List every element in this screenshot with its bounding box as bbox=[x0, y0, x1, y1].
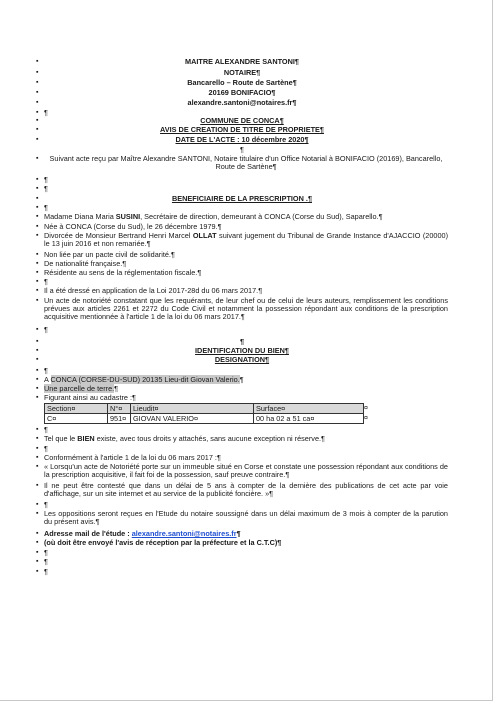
empty-paragraph bbox=[44, 558, 448, 566]
table-header-cell: Surface¤ bbox=[254, 404, 364, 414]
bullet-marker bbox=[36, 213, 42, 221]
bullet-marker bbox=[36, 539, 42, 547]
empty-paragraph bbox=[44, 278, 448, 286]
bullet-marker bbox=[36, 232, 42, 240]
empty-paragraph bbox=[44, 501, 448, 509]
property-heading: IDENTIFICATION DU BIEN ¶ bbox=[36, 347, 448, 355]
bullet-marker bbox=[36, 463, 42, 471]
beneficiary-pacs: Non liée par un pacte civil de solidarité. ¶ bbox=[44, 251, 448, 259]
empty-paragraph bbox=[44, 367, 448, 375]
beneficiary-divorce: Divorcée de Monsieur Bertrand Henri Marcel OLLAT suivant jugement du Tribunal de Grande Instance d'AJACCIO (20000) le 13 juin 2016 et non remariée. ¶ bbox=[44, 232, 448, 248]
bullet-marker bbox=[36, 79, 42, 87]
empty-paragraph bbox=[44, 326, 448, 334]
bullet-marker bbox=[36, 136, 42, 144]
empty-paragraph bbox=[44, 426, 448, 434]
bullet-marker bbox=[36, 58, 42, 66]
cadastre-intro: Figurant ainsi au cadastre : ¶ bbox=[44, 394, 448, 402]
empty-paragraph bbox=[44, 445, 448, 453]
designation-heading: DESIGNATION ¶ bbox=[36, 356, 448, 364]
bullet-marker bbox=[36, 287, 42, 295]
bullet-marker bbox=[36, 260, 42, 268]
property-rights: Tel que le BIEN existe, avec tous droits y attachés, sans aucune exception ni réserve. ¶ bbox=[44, 435, 448, 443]
commune-heading: COMMUNE DE CONCA ¶ bbox=[36, 117, 448, 125]
bullet-marker bbox=[36, 394, 42, 402]
notary-address-1: Bancarello – Route de Sartène ¶ bbox=[36, 79, 448, 87]
law-reference: Il a été dressé en application de la Loi 2017-28d du 06 mars 2017. ¶ bbox=[44, 287, 448, 295]
empty-paragraph bbox=[44, 549, 448, 557]
bullet-marker bbox=[36, 356, 42, 364]
bullet-marker bbox=[36, 568, 42, 576]
bullet-marker bbox=[36, 558, 42, 566]
notary-address-2: 20169 BONIFACIO ¶ bbox=[36, 89, 448, 97]
bullet-marker bbox=[36, 326, 42, 334]
bullet-marker bbox=[36, 445, 42, 453]
table-cell: C¤ bbox=[45, 414, 108, 424]
bullet-marker bbox=[36, 195, 42, 203]
table-header-cell: Section¤ bbox=[45, 404, 108, 414]
bullet-marker bbox=[36, 530, 42, 538]
bullet-marker bbox=[36, 89, 42, 97]
bullet-marker bbox=[36, 251, 42, 259]
oppositions-paragraph: Les oppositions seront reçues en l'Etude du notaire soussigné dans un délai maximum de 3 mois à compter de la parution du présent avis. ¶ bbox=[44, 510, 448, 526]
bullet-marker bbox=[36, 347, 42, 355]
date-heading: DATE DE L'ACTE : 10 décembre 2020 ¶ bbox=[36, 136, 448, 144]
beneficiary-residence: Résidente au sens de la réglementation fiscale. ¶ bbox=[44, 269, 448, 277]
bullet-marker bbox=[36, 376, 42, 384]
bullet-marker bbox=[36, 269, 42, 277]
reception-line: (où doit être envoyé l'avis de réception par la préfecture et la C.T.C) ¶ bbox=[44, 539, 448, 547]
empty-paragraph bbox=[36, 338, 448, 346]
mail-line: Adresse mail de l'étude : alexandre.santoni@notaires.fr ¶ bbox=[44, 530, 448, 538]
bullet-marker bbox=[36, 367, 42, 375]
bullet-marker bbox=[36, 510, 42, 518]
table-cell: 951¤ bbox=[108, 414, 131, 424]
empty-paragraph bbox=[36, 146, 448, 154]
bullet-marker bbox=[36, 69, 42, 77]
beneficiary-heading: BENEFICIAIRE DE LA PRESCRIPTION . ¶ bbox=[36, 195, 448, 203]
intro-paragraph: Suivant acte reçu par Maître Alexandre SANTONI, Notaire titulaire d'un Office Notarial à BONIFACIO (20169), Bancarello, Route de Sartène ¶ bbox=[44, 155, 448, 171]
bullet-marker bbox=[36, 338, 42, 346]
notoriety-paragraph: Un acte de notoriété constatant que les requérants, de leur chef ou de celui de leurs auteurs, remplissement les conditions prévues aux articles 2261 et 2272 du Code Civil et notamment la possession répondant aux conditions de la prescription acquisitive mentionnée à l'article 1 de la loi du 06 mars 2017. ¶ bbox=[44, 297, 448, 321]
table-cell: GIOVAN VALERIO¤ bbox=[131, 414, 254, 424]
avis-heading: AVIS DE CREATION DE TITRE DE PROPRIETE ¶ bbox=[36, 126, 448, 134]
bullet-marker bbox=[36, 426, 42, 434]
row-end-marker: ¤ bbox=[364, 405, 368, 412]
conformement-line: Conformément à l'article 1 de la loi du 06 mars 2017 : ¶ bbox=[44, 454, 448, 462]
table-header-cell: N°¤ bbox=[108, 404, 131, 414]
bullet-marker bbox=[36, 297, 42, 305]
bullet-marker bbox=[36, 223, 42, 231]
property-parcel: Une parcelle de terre. ¶ bbox=[44, 385, 448, 393]
bullet-marker bbox=[36, 204, 42, 212]
empty-paragraph bbox=[44, 204, 448, 212]
table-cell: 00 ha 02 a 51 ca¤ bbox=[254, 414, 364, 424]
beneficiary-nationality: De nationalité française. ¶ bbox=[44, 260, 448, 268]
bullet-marker bbox=[36, 155, 42, 163]
row-end-marker: ¤ bbox=[364, 415, 368, 422]
empty-paragraph bbox=[44, 185, 448, 193]
bullet-marker bbox=[36, 278, 42, 286]
empty-paragraph bbox=[44, 568, 448, 576]
notary-name: MAITRE ALEXANDRE SANTONI ¶ bbox=[36, 58, 448, 66]
property-location: A CONCA (CORSE-DU-SUD) 20135 Lieu-dit Giovan Valerio. ¶ bbox=[44, 376, 448, 384]
beneficiary-identity: Madame Diana Maria SUSINI, Secrétaire de direction, demeurant à CONCA (Corse du Sud), Saparello. ¶ bbox=[44, 213, 448, 221]
table-header-cell: Lieudit¤ bbox=[131, 404, 254, 414]
empty-paragraph bbox=[44, 176, 448, 184]
notary-title: NOTAIRE ¶ bbox=[36, 69, 448, 77]
bullet-marker bbox=[36, 454, 42, 462]
bullet-marker bbox=[36, 176, 42, 184]
bullet-marker bbox=[36, 435, 42, 443]
bullet-marker bbox=[36, 501, 42, 509]
bullet-marker bbox=[36, 99, 42, 107]
table-header-row bbox=[45, 404, 364, 414]
table-row bbox=[45, 414, 364, 424]
bullet-marker bbox=[36, 482, 42, 490]
bullet-marker bbox=[36, 117, 42, 125]
law-quote-2: Il ne peut être contesté que dans un délai de 5 ans à compter de la dernière des publications de cet acte par voie d'affichage, sur un site internet et au service de la publicité foncière. » ¶ bbox=[44, 482, 448, 498]
notary-email: alexandre.santoni@notaires.fr ¶ bbox=[36, 99, 448, 107]
beneficiary-birth: Née à CONCA (Corse du Sud), le 26 décembre 1979. ¶ bbox=[44, 223, 448, 231]
bullet-marker bbox=[36, 109, 42, 117]
email-link[interactable]: alexandre.santoni@notaires.fr bbox=[131, 529, 237, 538]
bullet-marker bbox=[36, 385, 42, 393]
bullet-marker bbox=[36, 185, 42, 193]
law-quote-1: « Lorsqu'un acte de Notoriété porte sur un immeuble situé en Corse et constate une possession répondant aux conditions de la prescription acquisitive, il fait foi de la possession, sauf preuve contraire. ¶ bbox=[44, 463, 448, 479]
bullet-marker bbox=[36, 549, 42, 557]
bullet-marker bbox=[36, 126, 42, 134]
cadastre-table bbox=[44, 403, 364, 424]
